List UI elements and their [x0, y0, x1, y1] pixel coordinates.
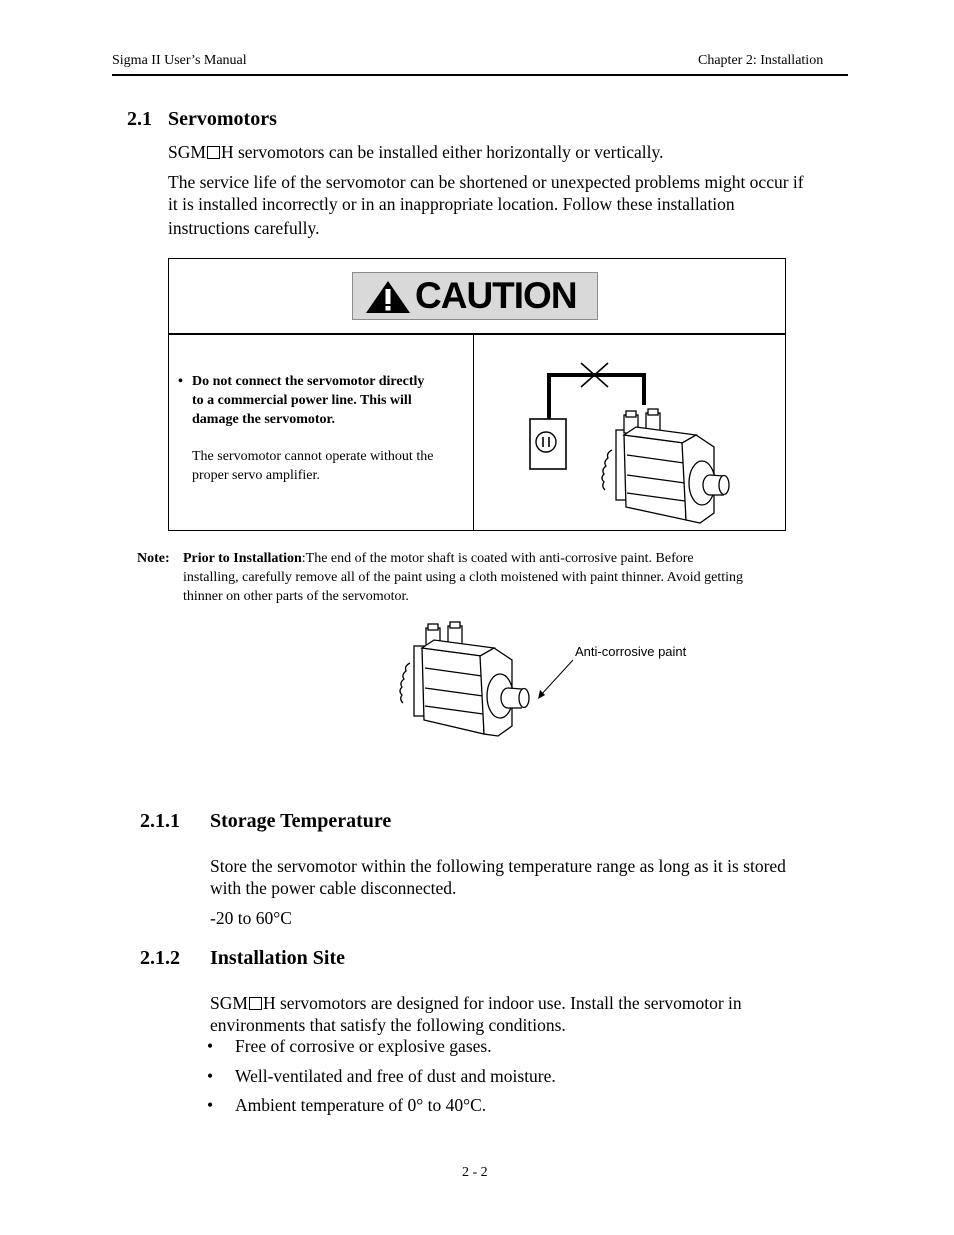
para2-line: instructions carefully.: [168, 218, 320, 238]
wiring-prohibited-illustration: [474, 335, 784, 529]
sub1-line: Store the servomotor within the following temperature range as long as it is stored: [210, 856, 786, 876]
caution-bullet: •: [178, 374, 183, 389]
caution-label: CAUTION: [415, 275, 577, 316]
para2-line: it is installed incorrectly or in an inappropriate location. Follow these installation: [168, 194, 735, 214]
motor-shaft-illustration: [398, 618, 698, 748]
note-line-2: installing, carefully remove all of the paint using a cloth moistened with paint thinner. Avoid getting: [183, 570, 744, 585]
list-item-text: Well-ventilated and free of dust and moisture.: [235, 1066, 556, 1086]
sub2-line-2: environments that satisfy the following conditions.: [210, 1015, 566, 1035]
sub2-line-1: [210, 992, 850, 1014]
note-line-3: thinner on other parts of the servomotor.: [183, 589, 409, 604]
model-prefix: SGM: [210, 993, 248, 1013]
page-number: 2 - 2: [462, 1165, 488, 1180]
list-item: [207, 1066, 556, 1087]
header-left: Sigma II User’s Manual: [112, 53, 247, 68]
list-item-text: Ambient temperature of 0° to 40°C.: [235, 1095, 487, 1115]
sub1-number: 2.1.1: [140, 810, 180, 832]
sub2-title: Installation Site: [210, 947, 346, 969]
bullet-icon: •: [207, 1036, 214, 1056]
note-line-1: [183, 549, 843, 568]
para2-line: The service life of the servomotor can be shortened or unexpected problems might occur if: [168, 172, 804, 192]
servomotor-icon: [602, 409, 729, 523]
sub2-para: [210, 992, 850, 1036]
section-para2: [168, 171, 848, 239]
caution-normal-text: [192, 447, 472, 485]
caution-badge: [352, 272, 598, 320]
note-text: [183, 549, 843, 606]
caution-bold-line: to a commercial power line. This will: [192, 393, 412, 408]
header-rule: [112, 74, 848, 76]
placeholder-box-icon: [249, 997, 262, 1010]
list-item-text: Free of corrosive or explosive gases.: [235, 1036, 492, 1056]
list-item: [207, 1095, 487, 1116]
temperature-range: -20 to 60°C: [210, 908, 292, 928]
placeholder-box-icon: [207, 146, 220, 159]
section-title: Servomotors: [168, 108, 277, 130]
sub2-line1-text: H servomotors are designed for indoor use. Install the servomotor in: [262, 993, 742, 1013]
bullet-icon: •: [207, 1066, 214, 1086]
sub1-para: [210, 855, 850, 899]
servomotor-shaft-icon: [400, 622, 529, 736]
sub2-number: 2.1.2: [140, 947, 180, 969]
caution-normal-line: The servomotor cannot operate without the: [192, 449, 434, 464]
note-line1-rest: :The end of the motor shaft is coated with anti-corrosive paint. Before: [301, 551, 694, 566]
sub1-line: with the power cable disconnected.: [210, 878, 457, 898]
sub1-title: Storage Temperature: [210, 810, 392, 832]
caution-bold-line: damage the servomotor.: [192, 412, 335, 427]
header-right: Chapter 2: Installation: [698, 53, 824, 68]
para1-text: H servomotors can be installed either horizontally or vertically.: [220, 142, 664, 162]
power-outlet-icon: [530, 419, 566, 469]
note-label: Note:: [137, 551, 170, 566]
note-bold: Prior to Installation: [183, 551, 302, 566]
model-prefix: SGM: [168, 142, 206, 162]
section-number: 2.1: [127, 108, 152, 130]
bullet-icon: •: [207, 1095, 214, 1115]
caution-bold-line: Do not connect the servomotor directly: [192, 374, 425, 389]
callout-label: Anti-corrosive paint: [575, 644, 687, 659]
caution-normal-line: proper servo amplifier.: [192, 468, 320, 483]
warning-triangle-icon: [365, 280, 411, 314]
section-para1: [168, 141, 663, 163]
caution-table: [168, 258, 786, 531]
caution-bold-text: [192, 372, 472, 429]
list-item: [207, 1036, 492, 1057]
